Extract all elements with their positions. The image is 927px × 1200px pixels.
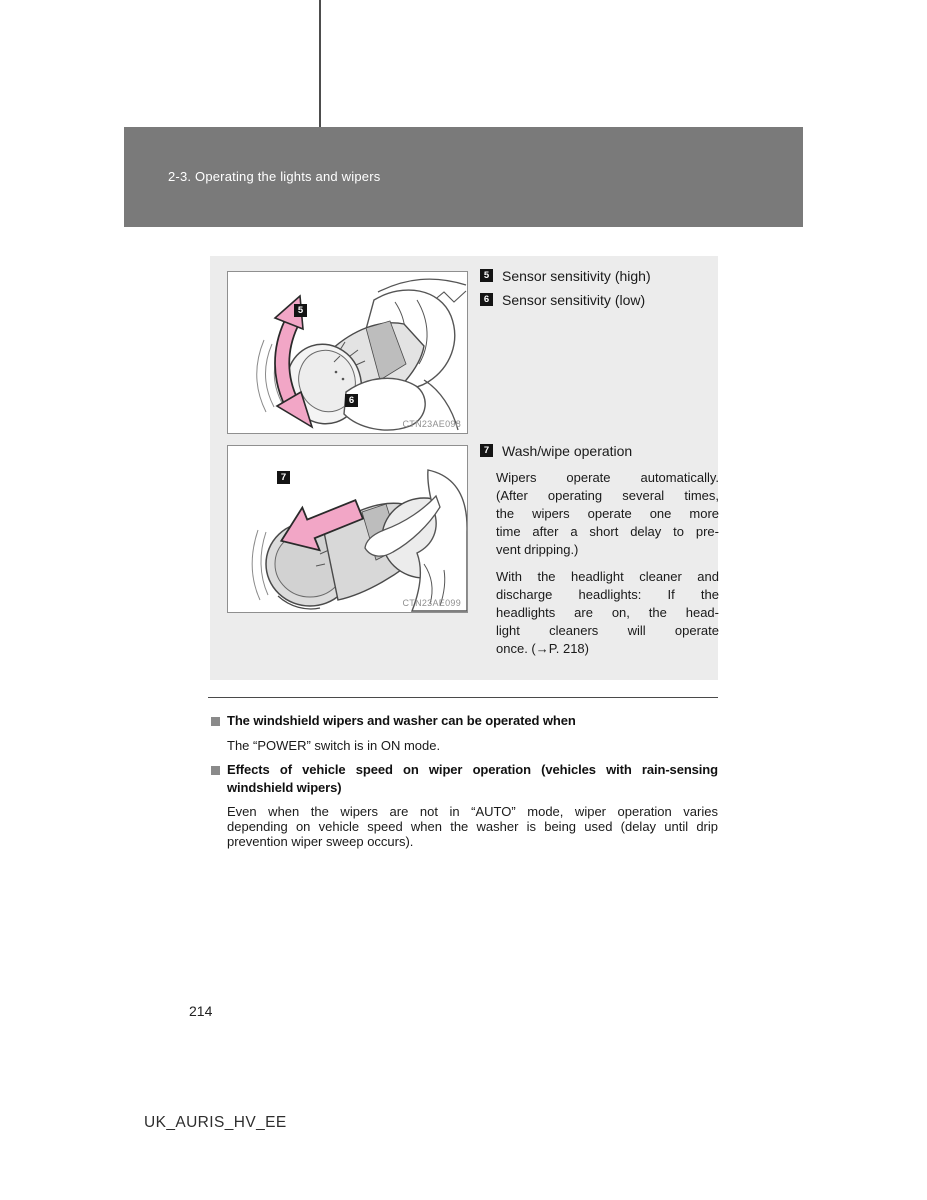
paragraph-line: once. (→P. 218) [496, 641, 589, 656]
washwipe-paragraph-1 [496, 469, 719, 559]
figure-caption: CTN23AE098 [402, 419, 461, 429]
bullet-square-icon [211, 766, 220, 775]
paragraph-line: light cleaners will operate [496, 623, 719, 638]
note2-heading-line1: Effects of vehicle speed on wiper operation (vehicles with rain-sensing [227, 762, 718, 777]
section-title: 2-3. Operating the lights and wipers [168, 169, 381, 184]
paragraph-line: Wipers operate automatically. [496, 470, 719, 485]
bullet-square-icon [211, 717, 220, 726]
figure-caption: CTN23AE099 [402, 598, 461, 608]
paragraph-line: vent dripping.) [496, 542, 579, 557]
paragraph-line: depending on vehicle speed when the washer is being used (delay until drip [227, 819, 718, 834]
page-number: 214 [189, 1003, 213, 1019]
legend-label: Sensor sensitivity (high) [502, 268, 651, 284]
legend-label: Sensor sensitivity (low) [502, 292, 646, 308]
paragraph-line: headlights are on, the head- [496, 605, 719, 620]
wiper-dial-rotation-illustration [228, 272, 467, 433]
paragraph-line: time after a short delay to pre- [496, 524, 719, 539]
scan-crease-line [319, 0, 321, 127]
legend-badge-7: 7 [480, 444, 493, 457]
legend-item-sensor-high [480, 268, 651, 284]
figure-sensitivity-dial [227, 271, 468, 434]
figure-panel [210, 256, 718, 680]
legend-label: Wash/wipe operation [502, 443, 633, 459]
note2-body [227, 804, 718, 849]
figure-badge-5: 5 [294, 304, 307, 317]
paragraph-line: With the headlight cleaner and [496, 569, 719, 584]
paragraph-line: Even when the wipers are not in “AUTO” mode, wiper operation varies [227, 804, 718, 819]
legend-badge-6: 6 [480, 293, 493, 306]
figure-badge-6: 6 [345, 394, 358, 407]
legend-badge-5: 5 [480, 269, 493, 282]
note2-heading-line2: windshield wipers) [227, 780, 342, 795]
wiper-lever-pull-illustration [228, 446, 467, 612]
section-divider [208, 697, 718, 698]
legend-item-washwipe [480, 443, 632, 459]
washwipe-paragraph-2 [496, 568, 719, 658]
paragraph-line: the wipers operate one more [496, 506, 719, 521]
section-header [124, 127, 803, 227]
paragraph-line: prevention wiper sweep occurs). [227, 834, 414, 849]
figure-badge-7: 7 [277, 471, 290, 484]
paragraph-line: (After operating several times, [496, 488, 719, 503]
doc-code: UK_AURIS_HV_EE [144, 1114, 287, 1131]
paragraph-line: discharge headlights: If the [496, 587, 719, 602]
note1-heading: The windshield wipers and washer can be operated when [227, 713, 576, 728]
legend-item-sensor-low [480, 292, 645, 308]
note1-body: The “POWER” switch is in ON mode. [227, 738, 441, 753]
figure-washwipe-pull [227, 445, 468, 613]
